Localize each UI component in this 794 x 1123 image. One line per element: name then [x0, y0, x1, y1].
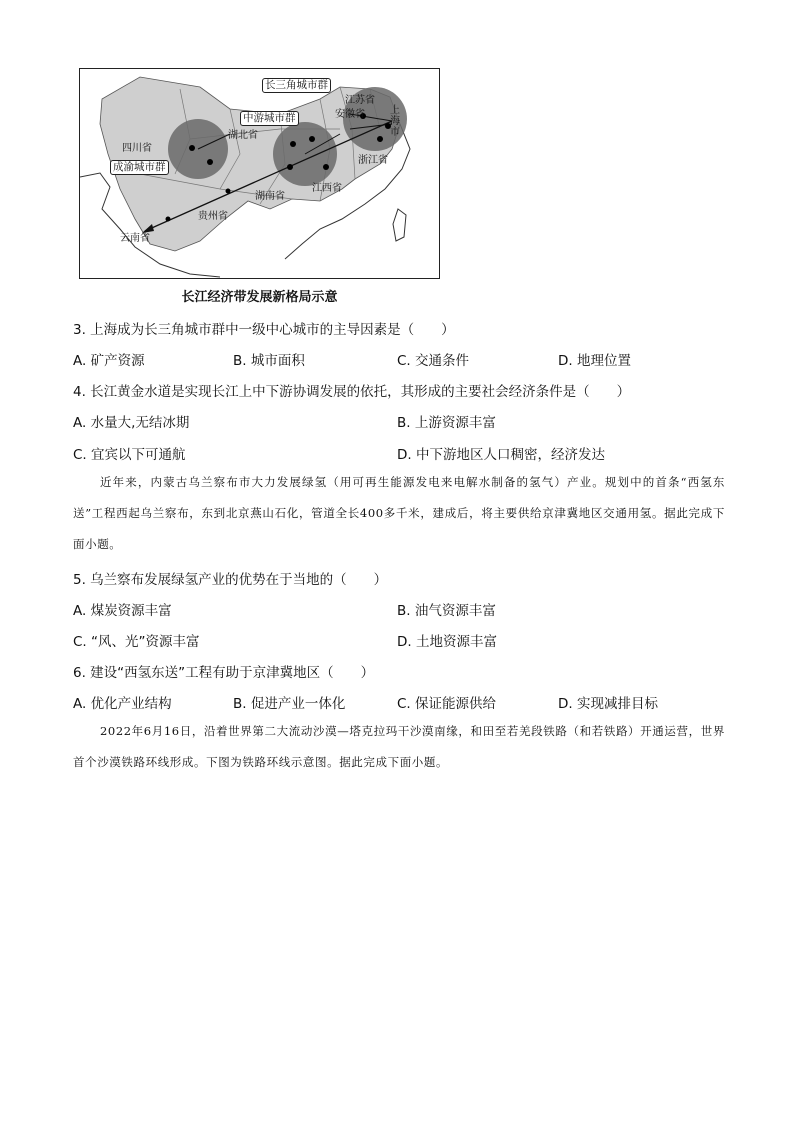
question-3-option-b[interactable]: B. 城市面积	[233, 353, 305, 369]
question-6-option-a[interactable]: A. 优化产业结构	[73, 696, 172, 712]
map-caption: 长江经济带发展新格局示意	[181, 290, 338, 305]
question-4-option-a[interactable]: A. 水量大,无结冰期	[73, 415, 190, 431]
chengyu-label: 成渝城市群	[110, 160, 169, 175]
railway-passage: 2022年6月16日，沿着世界第二大流动沙漠—塔克拉玛干沙漠南缘，和田至若羌段铁路（和若铁路）开通运营，世界首个沙漠铁路环线形成。下图为铁路环线示意图。据此完成下面小题。	[73, 724, 725, 769]
question-6-option-d[interactable]: D. 实现减排目标	[558, 696, 658, 712]
question-3-option-d[interactable]: D. 地理位置	[558, 353, 631, 369]
question-6-option-c[interactable]: C. 保证能源供给	[397, 696, 497, 712]
jiangxi-label: 江西省	[312, 183, 342, 194]
jiangsu-label: 江苏省	[345, 95, 375, 106]
question-4-option-c[interactable]: C. 宜宾以下可通航	[73, 447, 186, 463]
zhejiang-label: 浙江省	[358, 155, 388, 166]
sichuan-label: 四川省	[122, 143, 152, 154]
yunnan-label: 云南省	[120, 233, 150, 244]
shanghai-label: 上海市	[390, 105, 400, 138]
yangtze-delta-label: 长三角城市群	[262, 78, 331, 93]
question-5-option-b[interactable]: B. 油气资源丰富	[397, 603, 496, 619]
anhui-label: 安徽省	[335, 109, 365, 120]
hunan-label: 湖南省	[255, 191, 285, 202]
question-4-option-d[interactable]: D. 中下游地区人口稠密，经济发达	[397, 447, 605, 463]
question-5-option-d[interactable]: D. 土地资源丰富	[397, 634, 497, 650]
question-3-option-c[interactable]: C. 交通条件	[397, 353, 470, 369]
question-4-stem: 4. 长江黄金水道是实现长江上中下游协调发展的依托，其形成的主要社会经济条件是（ ）	[73, 384, 631, 400]
question-5-option-c[interactable]: C. “风、光”资源丰富	[73, 634, 200, 650]
middle-reaches-label: 中游城市群	[240, 111, 299, 126]
hubei-label: 湖北省	[228, 130, 258, 141]
question-5-stem: 5. 乌兰察布发展绿氢产业的优势在于当地的（ ）	[73, 572, 388, 588]
question-3-stem: 3. 上海成为长三角城市群中一级中心城市的主导因素是（ ）	[73, 322, 455, 338]
hydrogen-passage: 近年来，内蒙古乌兰察布市大力发展绿氢（用可再生能源发电来电解水制备的氢气）产业。规划中的首条“西氢东送”工程西起乌兰察布，东到北京燕山石化，管道全长400多千米，建成后，将主要供给京津冀地区交通用氢。据此完成下面小题。	[73, 475, 725, 551]
question-3-option-a[interactable]: A. 矿产资源	[73, 353, 145, 369]
question-6-stem: 6. 建设“西氢东送”工程有助于京津冀地区（ ）	[73, 665, 375, 681]
question-6-option-b[interactable]: B. 促进产业一体化	[233, 696, 346, 712]
taiwan-island	[393, 209, 406, 241]
question-4-option-b[interactable]: B. 上游资源丰富	[397, 415, 496, 431]
yangtze-economic-belt-map	[79, 68, 440, 279]
guizhou-label: 贵州省	[198, 211, 228, 222]
question-5-option-a[interactable]: A. 煤炭资源丰富	[73, 603, 172, 619]
